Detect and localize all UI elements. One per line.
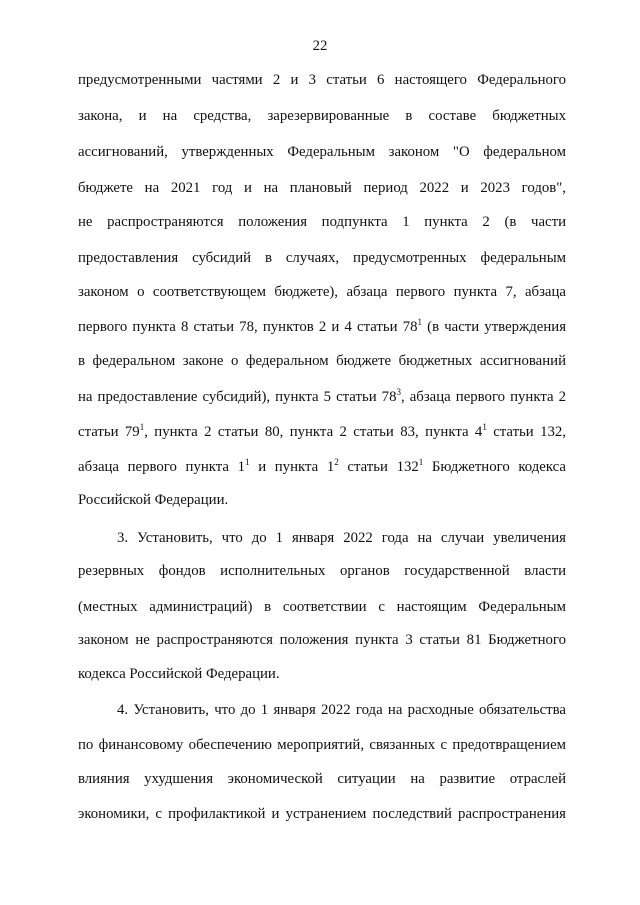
text-line: бюджете на 2021 год и на плановый период 2022 и 2023 годов", — [78, 180, 566, 196]
text-line: на предоставление субсидий), пункта 5 статьи $78^3$, абзаца первого пункта 2 — [78, 387, 566, 405]
text-line: не распространяются положения подпункта 1 пункта 2 (в части — [78, 214, 566, 230]
text-line: в федеральном законе о федеральном бюджете бюджетных ассигнований — [78, 353, 566, 369]
text-line: предоставления субсидий в случаях, предусмотренных федеральным — [78, 250, 566, 266]
text-line: Российской Федерации. — [78, 492, 229, 508]
text-line: предусмотренными частями 2 и 3 статьи 6 настоящего Федерального — [78, 72, 566, 88]
text-line: экономики, с профилактикой и устранением последствий распространения — [78, 806, 566, 822]
text-line: абзаца первого пункта $1^1$ и пункта $1^2$ статьи $132^1$ Бюджетного кодекса — [78, 457, 566, 475]
paragraph-4-line: 4. Установить, что до 1 января 2022 года на расходные обязательства — [117, 702, 566, 718]
text-line: закона, и на средства, зарезервированные в составе бюджетных — [78, 108, 566, 124]
text-line: кодекса Российской Федерации. — [78, 666, 280, 682]
text-line: ассигнований, утвержденных Федеральным законом "О федеральном — [78, 144, 566, 160]
text-line: по финансовому обеспечению мероприятий, связанных с предотвращением — [78, 737, 566, 753]
text-line: влияния ухудшения экономической ситуации на развитие отраслей — [78, 771, 566, 787]
text-line: первого пункта 8 статьи 78, пунктов 2 и 4 статьи $78^1$ (в части утверждения — [78, 317, 566, 335]
text-line: статьи $79^1$, пункта 2 статьи 80, пункта 2 статьи 83, пункта $4^1$ статьи 132, — [78, 422, 567, 440]
paragraph-3-line: 3. Установить, что до 1 января 2022 года на случаи увеличения — [117, 530, 566, 546]
text-line: (местных администраций) в соответствии с настоящим Федеральным — [78, 599, 566, 615]
text-line: законом не распространяются положения пункта 3 статьи 81 Бюджетного — [78, 632, 566, 648]
text-line: законом о соответствующем бюджете), абзаца первого пункта 7, абзаца — [78, 284, 566, 300]
text-line: резервных фондов исполнительных органов государственной власти — [78, 563, 566, 579]
page-number: 22 — [312, 38, 328, 54]
